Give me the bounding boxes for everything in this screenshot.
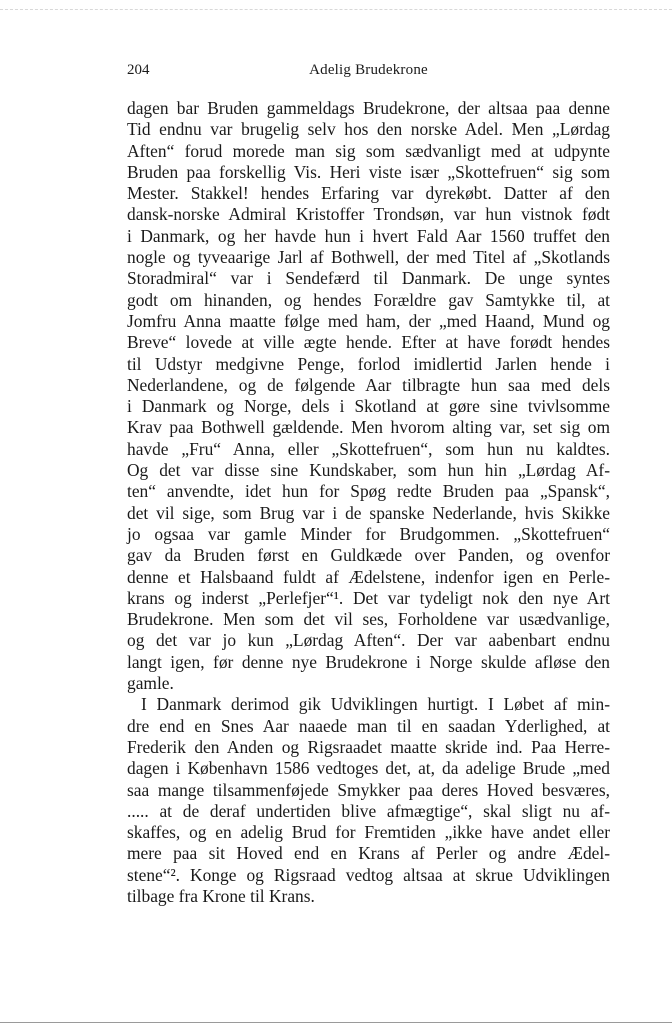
text-line: det vil sige, som Brug var i de spanske Nederlande, hvis Skikke xyxy=(127,502,610,523)
text-line: nogle og tyveaarige Jarl af Bothwell, der med Titel af „Skotlands xyxy=(127,247,610,268)
text-line: I Danmark derimod gik Udviklingen hurtigt. I Løbet af min- xyxy=(141,694,610,715)
text-line: denne et Halsbaand fuldt af Ædelstene, indenfor igen en Perle- xyxy=(127,566,610,587)
running-title: Adelig Brudekrone xyxy=(309,62,428,78)
text-line: dagen i København 1586 vedtoges det, at, da adelige Brude „med xyxy=(127,758,610,779)
text-line: Frederik den Anden og Rigsraadet maatte skride ind. Paa Herre- xyxy=(127,736,610,757)
text-line: Nederlandene, og de følgende Aar tilbragte hun saa med dels xyxy=(127,374,610,395)
page-header xyxy=(127,62,610,82)
text-line: gamle. xyxy=(127,673,174,694)
scan-edge-top xyxy=(0,0,672,10)
text-line: Storadmiral“ var i Sendefærd til Danmark. De unge syntes xyxy=(127,268,610,289)
text-line: saa mange tilsammenføjede Smykker paa deres Hoved besværes, xyxy=(127,779,610,800)
text-line: dansk-norske Admiral Kristoffer Trondsøn, var hun vistnok født xyxy=(127,204,610,225)
text-line: godt om hinanden, og hendes Forældre gav Samtykke til, at xyxy=(127,289,610,310)
text-line: til Udstyr medgivne Penge, forlod imidlertid Jarlen hende i xyxy=(127,353,610,374)
text-line: stene“². Konge og Rigsraad vedtog altsaa at skrue Udviklingen xyxy=(127,864,610,885)
text-line: langt igen, før denne nye Brudekrone i Norge skulde afløse den xyxy=(127,651,610,672)
text-line: dagen bar Bruden gammeldags Brudekrone, der altsaa paa denne xyxy=(127,98,610,118)
text-line: krans og inderst „Perlefjer“¹. Det var tydeligt nok den nye Art xyxy=(127,587,610,608)
page-number: 204 xyxy=(127,62,150,78)
text-line: i Danmark og Norge, dels i Skotland at gøre sine tvivlsomme xyxy=(127,396,610,417)
text-line: ten“ anvendte, idet hun for Spøg redte Bruden paa „Spansk“, xyxy=(127,481,610,502)
text-line: Krav paa Bothwell gældende. Men hvorom alting var, set sig om xyxy=(127,417,610,438)
text-line: Og det var disse sine Kundskaber, som hun hin „Lørdag Af- xyxy=(127,460,610,481)
text-line: mere paa sit Hoved end en Krans af Perler og andre Ædel- xyxy=(127,843,610,864)
text-line: Breve“ lovede at ville ægte hende. Efter at have forødt hendes xyxy=(127,332,610,353)
text-line: Bruden paa forskellig Vis. Heri viste især „Skottefruen“ sig som xyxy=(127,161,610,182)
text-line: havde „Fru“ Anna, eller „Skottefruen“, som hun nu kaldtes. xyxy=(127,438,610,459)
text-line: skaffes, og en adelig Brud for Fremtiden „ikke have andet eller xyxy=(127,822,610,843)
text-line: gav da Bruden først en Guldkæde over Panden, og ovenfor xyxy=(127,545,610,566)
text-line: Mester. Stakkel! hendes Erfaring var dyrekøbt. Datter af den xyxy=(127,183,610,204)
text-line: Jomfru Anna maatte følge med ham, der „med Haand, Mund og xyxy=(127,310,610,331)
text-line: Aften“ forud morede man sig som sædvanligt med at udpynte xyxy=(127,140,610,161)
text-line: Tid endnu var brugelig selv hos den norske Adel. Men „Lørdag xyxy=(127,119,610,140)
text-line: i Danmark, og her havde hun i hvert Fald Aar 1560 truffet den xyxy=(127,225,610,246)
scan-edge-bottom xyxy=(0,1022,672,1032)
text-line: jo ogsaa var gamle Minder for Brudgommen. „Skottefruen“ xyxy=(127,523,610,544)
text-line: tilbage fra Krone til Krans. xyxy=(127,885,315,906)
text-line: ..... at de deraf undertiden blive afmægtige“, skal sligt nu af- xyxy=(127,800,610,821)
text-line: Brudekrone. Men som det vil ses, Forholdene var usædvanlige, xyxy=(127,609,610,630)
text-line: dre end en Snes Aar naaede man til en saadan Yderlighed, at xyxy=(127,715,610,736)
text-line: og det var jo kun „Lørdag Aften“. Der var aabenbart endnu xyxy=(127,630,610,651)
body-text xyxy=(127,98,610,907)
